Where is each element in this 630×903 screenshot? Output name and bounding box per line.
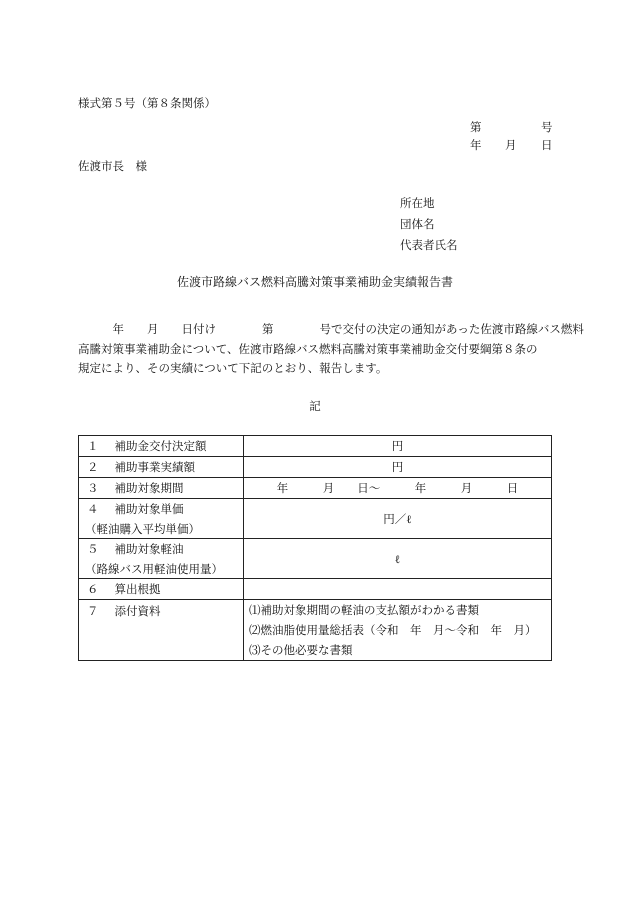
table-row [79, 600, 552, 661]
table-row [79, 457, 552, 478]
attachment-item: ⑵燃油脂使用量総括表（令和 年 月～令和 年 月） [249, 623, 537, 637]
row-value: 年 月 日～ 年 月 日 [244, 478, 552, 499]
addressee: 佐渡市長 様 [78, 159, 147, 173]
body-line-1: 年 月 日付け 第 号で交付の決定の通知があった佐渡市路線バス燃料 [78, 322, 584, 336]
row-label: ２ 補助事業実績額 [79, 457, 244, 478]
attachment-item: ⑴補助対象期間の軽油の支払額がわかる書類 [249, 603, 479, 617]
ki-heading: 記 [309, 399, 321, 413]
row-label: ３ 補助対象期間 [79, 478, 244, 499]
date-day-label: 日 [541, 138, 553, 152]
row-label: ７ 添付資料 [79, 600, 244, 661]
row-label: １ 補助金交付決定額 [79, 436, 244, 457]
table-row [79, 579, 552, 600]
row-value: 円 [244, 436, 552, 457]
table-row [79, 499, 552, 539]
table-row [79, 436, 552, 457]
row-value: 円 [244, 457, 552, 478]
table-row [79, 539, 552, 579]
date-year-label: 年 [470, 138, 482, 152]
body-line-3: 規定により、その実績について下記のとおり、報告します。 [78, 361, 388, 375]
date-month-label: 月 [505, 138, 517, 152]
body-paragraph [78, 320, 584, 379]
table-row [79, 478, 552, 499]
row-value: 円／ℓ [244, 499, 552, 539]
location-label: 所在地 [400, 196, 435, 210]
doc-number-suffix: 号 [541, 120, 553, 134]
document-title: 佐渡市路線バス燃料高騰対策事業補助金実績報告書 [176, 275, 453, 289]
body-line-2: 高騰対策事業補助金について、佐渡市路線バス燃料高騰対策事業補助金交付要綱第８条の [78, 341, 538, 356]
attachment-item: ⑶その他必要な書類 [249, 643, 353, 657]
doc-number-prefix: 第 [470, 120, 482, 134]
attachments-cell [244, 600, 552, 661]
row-label: ５ 補助対象軽油 （路線バス用軽油使用量） [79, 539, 244, 579]
organization-label: 団体名 [400, 217, 435, 231]
row-sublabel: （路線バス用軽油使用量） [85, 561, 223, 576]
row-value: ℓ [244, 539, 552, 579]
representative-label: 代表者氏名 [400, 238, 458, 252]
row-label: ６ 算出根拠 [79, 579, 244, 600]
form-number: 様式第５号（第８条関係） [78, 96, 216, 110]
row-value [244, 579, 552, 600]
report-table [78, 435, 552, 661]
row-label: ４ 補助対象単価 （軽油購入平均単価） [79, 499, 244, 539]
row-sublabel: （軽油購入平均単価） [85, 521, 200, 536]
